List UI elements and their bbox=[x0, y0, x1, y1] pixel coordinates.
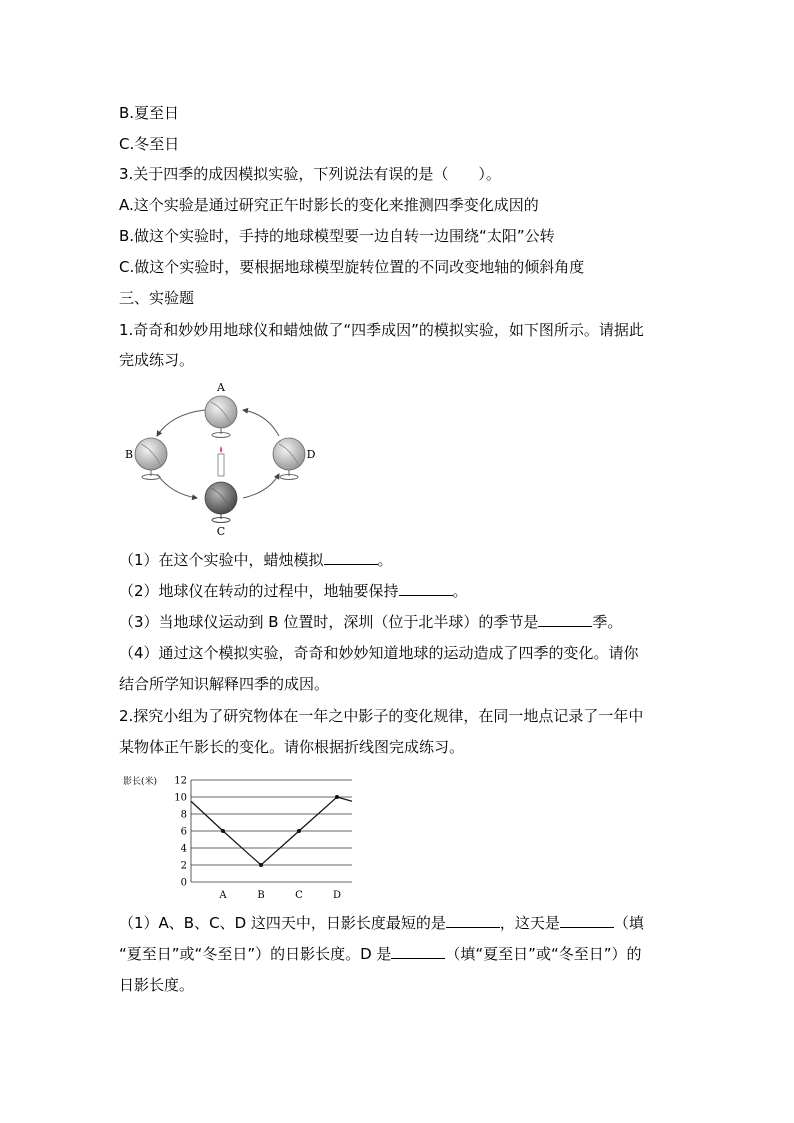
label-d: D bbox=[306, 448, 316, 461]
y-tick-label: 6 bbox=[180, 826, 187, 838]
experiment-1-subq1: （1）在这个实验中，蜡烛模拟 。 bbox=[119, 551, 393, 569]
experiment-2-subq1-line3: 日影长度。 bbox=[119, 976, 195, 994]
answer-blank[interactable] bbox=[538, 612, 592, 627]
experiment-2-intro-line1: 2.探究小组为了研究物体在一年之中影子的变化规律，在同一地点记录了一年中 bbox=[119, 707, 644, 725]
option-b: B.夏至日 bbox=[119, 104, 180, 122]
data-point-D bbox=[335, 795, 339, 799]
orbit-arrow-a-b bbox=[157, 410, 205, 436]
x-tick-label: A bbox=[219, 890, 227, 901]
section-heading: 三、实验题 bbox=[119, 289, 195, 307]
data-point-C bbox=[297, 829, 301, 833]
experiment-2-subq1-line2: “夏至日”或“冬至日”）的日影长度。D 是 （填“夏至日”或“冬至日”）的 bbox=[119, 945, 642, 963]
question-3-option-c: C.做这个实验时，要根据地球模型旋转位置的不同改变地轴的倾斜角度 bbox=[119, 258, 585, 276]
globe-candle-figure bbox=[119, 378, 319, 538]
experiment-1-intro-line1: 1.奇奇和妙妙用地球仪和蜡烛做了“四季成因”的模拟实验，如下图所示。请据此 bbox=[119, 321, 644, 339]
question-3-option-a: A.这个实验是通过研究正午时影长的变化来推测四季变化成因的 bbox=[119, 196, 539, 214]
label-b: B bbox=[124, 448, 134, 461]
experiment-1-subq3: （3）当地球仪运动到 B 位置时，深圳（位于北半球）的季节是 季。 bbox=[119, 613, 623, 631]
y-tick-label: 8 bbox=[180, 809, 187, 821]
y-tick-label: 12 bbox=[174, 775, 187, 787]
label-a: A bbox=[217, 381, 225, 394]
y-tick-label: 10 bbox=[174, 792, 187, 804]
shadow-length-chart bbox=[119, 770, 359, 905]
answer-blank[interactable] bbox=[560, 913, 614, 928]
y-tick-label: 2 bbox=[180, 860, 187, 872]
globe-c bbox=[205, 482, 237, 523]
x-tick-label: D bbox=[332, 890, 342, 901]
experiment-1-intro-line2: 完成练习。 bbox=[119, 351, 195, 369]
y-tick-label: 4 bbox=[180, 843, 187, 855]
globe-b bbox=[135, 438, 167, 480]
y-tick-label: 0 bbox=[180, 877, 187, 889]
label-c: C bbox=[216, 525, 226, 538]
candle bbox=[218, 446, 224, 476]
experiment-2-intro-line2: 某物体正午影长的变化。请你根据折线图完成练习。 bbox=[119, 738, 465, 756]
experiment-1-subq4-line1: （4）通过这个模拟实验，奇奇和妙妙知道地球的运动造成了四季的变化。请你 bbox=[119, 644, 639, 662]
question-3: 3.关于四季的成因模拟实验，下列说法有误的是（ ）。 bbox=[119, 165, 501, 183]
orbit-arrow-d-a bbox=[243, 410, 279, 436]
globe-d bbox=[273, 438, 305, 480]
option-c: C.冬至日 bbox=[119, 135, 180, 153]
experiment-1-subq2: （2）地球仪在转动的过程中，地轴要保持 。 bbox=[119, 582, 468, 600]
experiment-1-subq4-line2: 结合所学知识解释四季的成因。 bbox=[119, 675, 330, 693]
x-tick-label: B bbox=[257, 890, 265, 901]
question-3-option-b: B.做这个实验时，手持的地球模型要一边自转一边围绕“太阳”公转 bbox=[119, 227, 555, 245]
answer-blank[interactable] bbox=[324, 550, 378, 565]
globe-a bbox=[205, 396, 237, 438]
orbit-arrow-c-d bbox=[243, 474, 279, 498]
data-point-A bbox=[221, 829, 225, 833]
experiment-2-subq1-line1: （1）A、B、C、D 这四天中，日影长度最短的是 ，这天是 （填 bbox=[119, 914, 644, 932]
answer-blank[interactable] bbox=[391, 944, 445, 959]
x-tick-label: C bbox=[295, 890, 303, 901]
chart-y-axis-label: 影长(米) bbox=[123, 777, 158, 787]
data-point-B bbox=[259, 863, 263, 867]
answer-blank[interactable] bbox=[399, 581, 453, 596]
answer-blank[interactable] bbox=[446, 913, 500, 928]
orbit-arrow-b-c bbox=[157, 474, 197, 498]
